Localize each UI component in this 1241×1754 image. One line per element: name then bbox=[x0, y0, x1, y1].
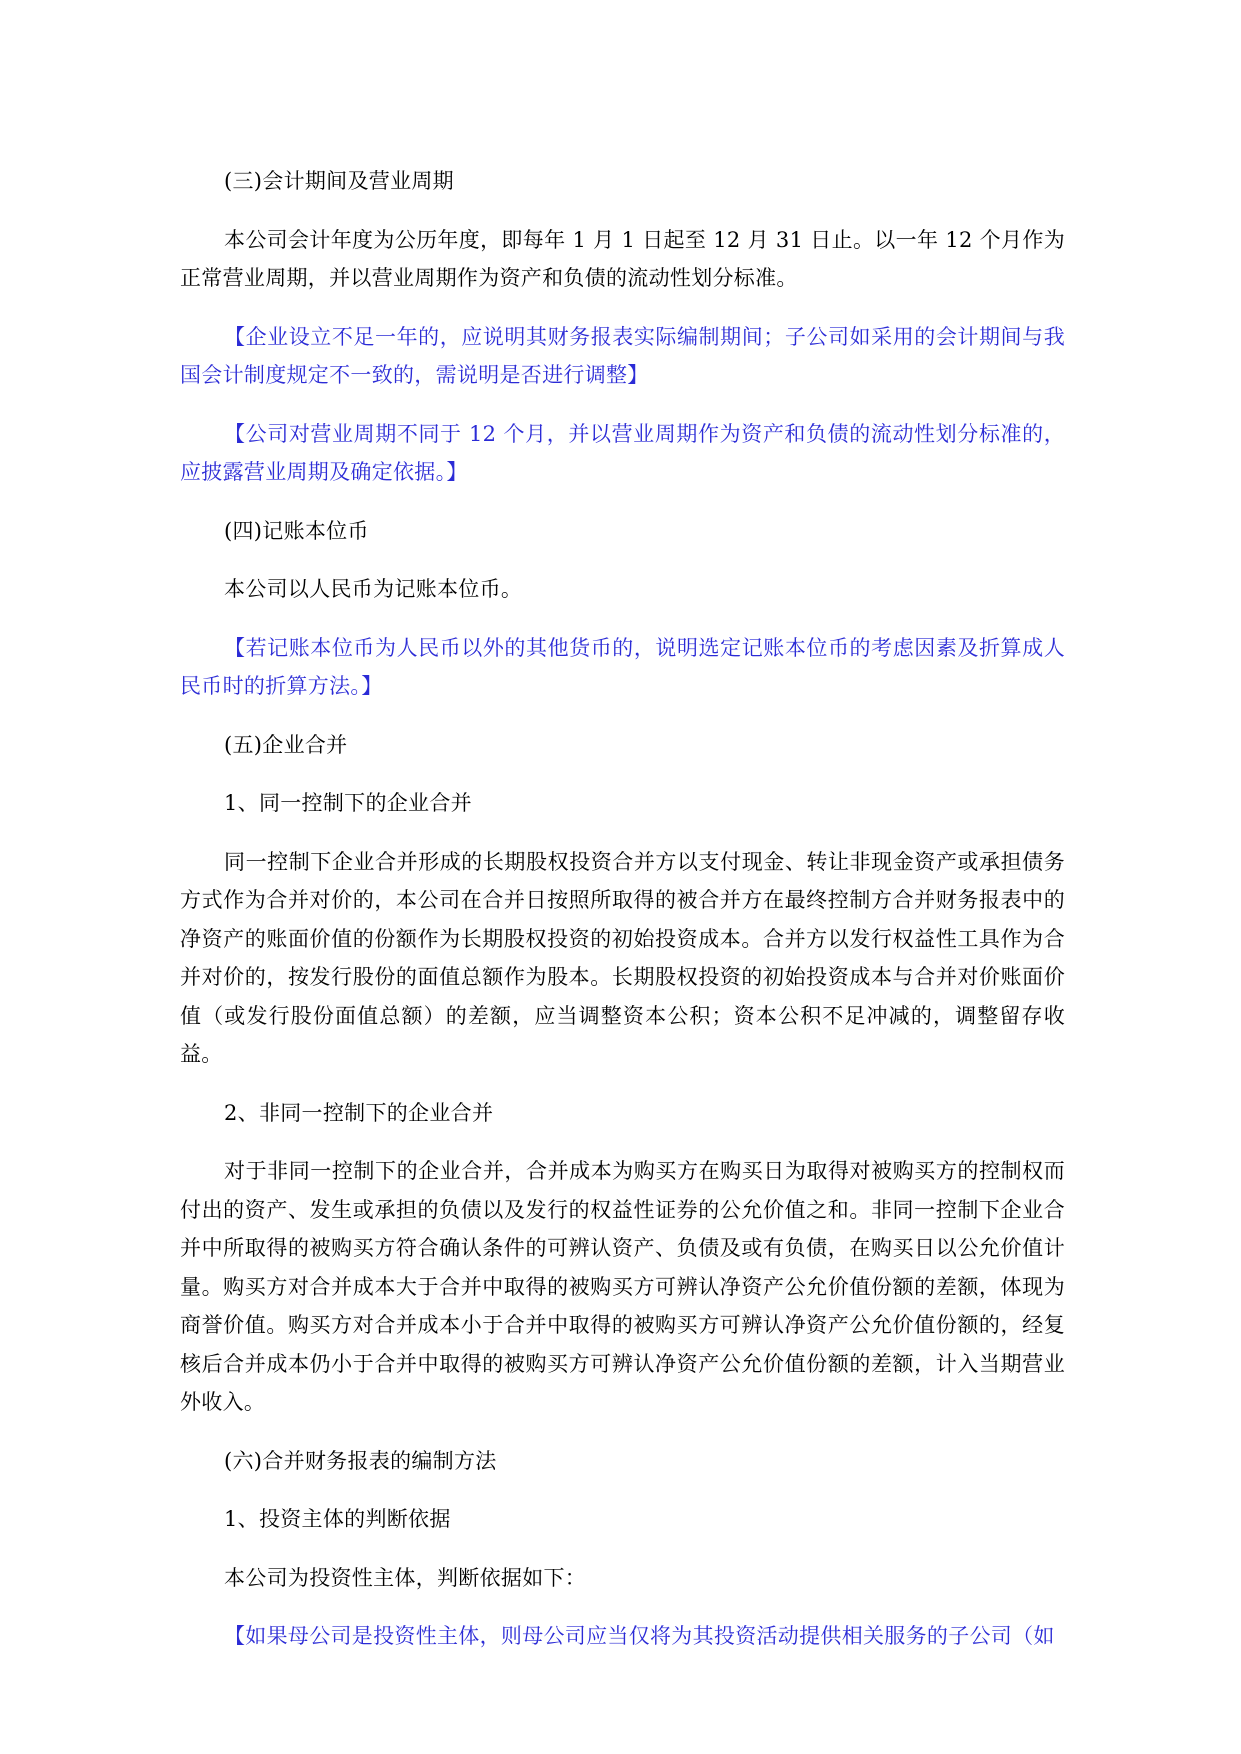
section-heading-consolidation: (六)合并财务报表的编制方法 bbox=[224, 1448, 497, 1473]
section-heading-accounting-period: (三)会计期间及营业周期 bbox=[224, 169, 454, 193]
section-heading-business-combination: (五)企业合并 bbox=[224, 732, 348, 757]
paragraph-functional-currency: 本公司以人民币为记账本位币。 bbox=[224, 577, 523, 601]
note-foreign-currency: 【若记账本位币为人民币以外的其他货币的，说明选定记账本位币的考虑因素及折算成人民币时的折算方法。】 bbox=[180, 635, 1065, 698]
section-heading-functional-currency: (四)记账本位币 bbox=[224, 518, 369, 543]
note-incomplete-year: 【企业设立不足一年的，应说明其财务报表实际编制期间；子公司如采用的会计期间与我国会计制度规定不一致的，需说明是否进行调整】 bbox=[180, 324, 1065, 387]
paragraph-common-control: 同一控制下企业合并形成的长期股权投资合并方以支付现金、转让非现金资产或承担债务方式作为合并对价的，本公司在合并日按照所取得的被合并方在最终控制方合并财务报表中的净资产的账面价值的份额作为长期股权投资的初始投资成本。合并方以发行权益性工具作为合并对价的，按发行股份的面值总额作为股本。长期股权投资的初始投资成本与合并对价账面价值（或发行股份面值总额）的差额，应当调整资本公积；资本公积不足冲减的，调整留存收益。 bbox=[180, 849, 1065, 1066]
note-operating-cycle: 【公司对营业周期不同于 12 个月，并以营业周期作为资产和负债的流动性划分标准的，应披露营业周期及确定依据。】 bbox=[180, 421, 1065, 484]
document-body bbox=[180, 162, 1065, 1656]
paragraph-accounting-year: 本公司会计年度为公历年度，即每年 1 月 1 日起至 12 月 31 日止。以一年 12 个月作为正常营业周期，并以营业周期作为资产和负债的流动性划分标准。 bbox=[180, 227, 1065, 290]
subheading-common-control: 1、同一控制下的企业合并 bbox=[224, 791, 472, 815]
paragraph-investment-entity: 本公司为投资性主体，判断依据如下： bbox=[224, 1565, 587, 1590]
subheading-investment-entity: 1、投资主体的判断依据 bbox=[224, 1507, 451, 1531]
subheading-non-common-control: 2、非同一控制下的企业合并 bbox=[224, 1100, 494, 1125]
paragraph-non-common-control: 对于非同一控制下的企业合并，合并成本为购买方在购买日为取得对被购买方的控制权而付出的资产、发生或承担的负债以及发行的权益性证券的公允价值之和。非同一控制下企业合并中所取得的被购买方符合确认条件的可辨认资产、负债及或有负债，在购买日以公允价值计量。购买方对合并成本大于合并中取得的被购买方可辨认净资产公允价值份额的差额，体现为商誉价值。购买方对合并成本小于合并中取得的被购买方可辨认净资产公允价值份额的，经复核后合并成本仍小于合并中取得的被购买方可辨认净资产公允价值份额的差额，计入当期营业外收入。 bbox=[180, 1159, 1065, 1414]
note-investment-entity: 【如果母公司是投资性主体，则母公司应当仅将为其投资活动提供相关服务的子公司（如 bbox=[224, 1624, 1055, 1648]
